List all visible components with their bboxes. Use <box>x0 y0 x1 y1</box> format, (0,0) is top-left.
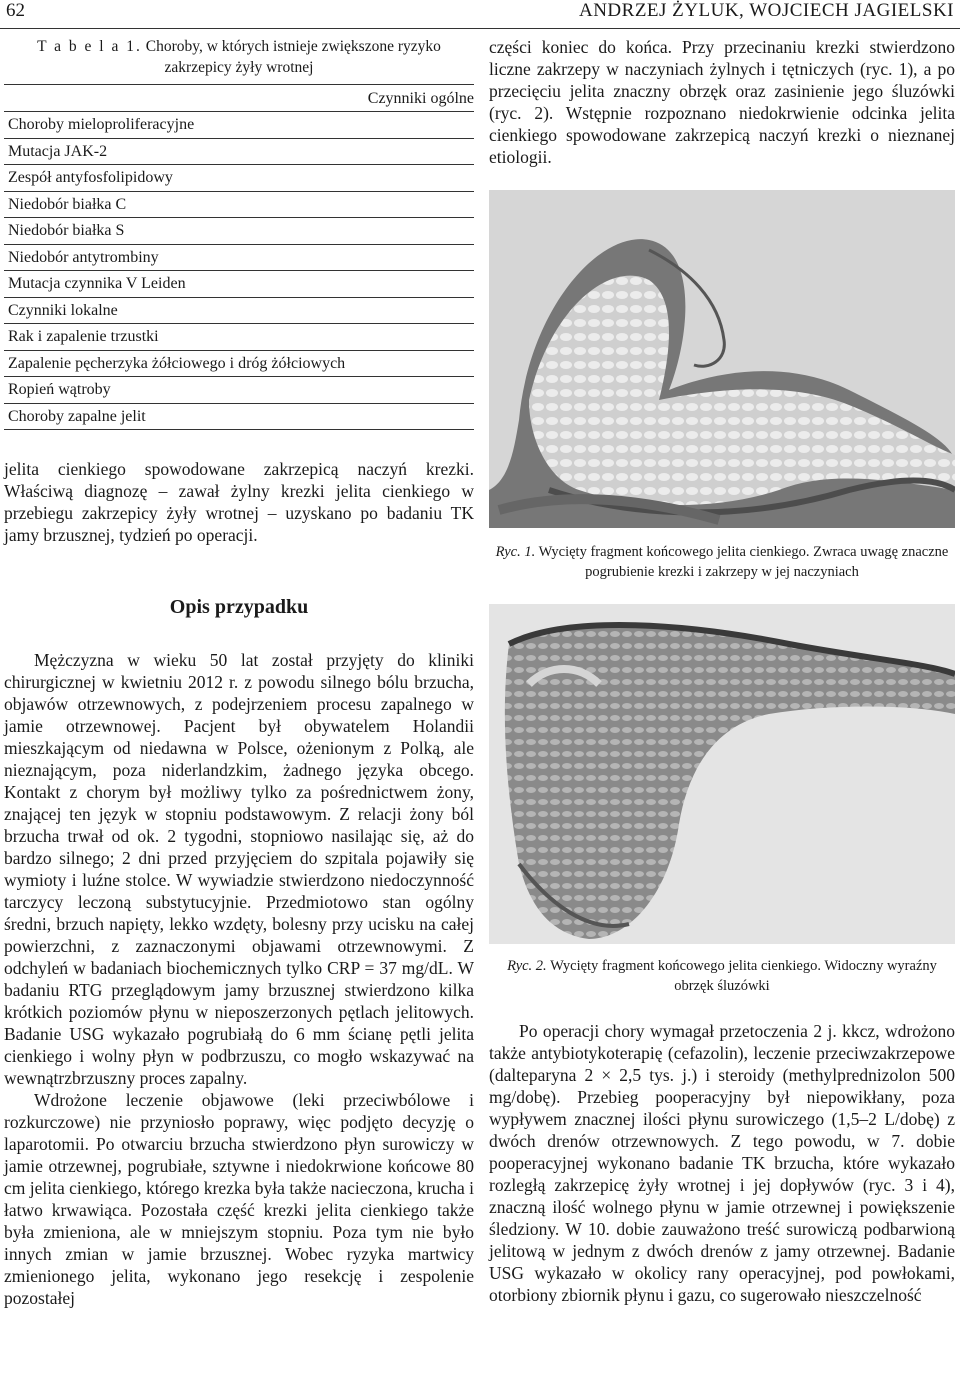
right-paragraph-top: części koniec do końca. Przy przecinaniu krezki stwierdzono liczne zakrzepy w naczyniach żylnych i tętniczych (ryc. 1), a po przecięciu jelita znaczny obrzęk oraz zasinienie jego śluzówki (ryc. 2). Wstępnie rozpoznano niedokrwienie odcinka jelita cienkiego spowodowane zakrzepicą naczyń krezki o nieznanej etiologii. <box>489 37 955 167</box>
table-row: Zapalenie pęcherzyka żółciowego i dróg żółciowych <box>4 351 474 378</box>
table-row: Niedobór antytrombiny <box>4 245 474 272</box>
page-number: 62 <box>6 0 25 21</box>
running-head: ANDRZEJ ŻYLUK, WOJCIECH JAGIELSKI <box>578 0 954 21</box>
figure-1-text: Wycięty fragment końcowego jelita cienkiego. Zwraca uwagę znaczne pogrubienie krezki i zakrzepy w jej naczyniach <box>538 544 949 580</box>
right-column <box>489 36 955 1306</box>
figure-2-photo <box>489 604 955 944</box>
right-paragraph-bottom: Po operacji chory wymagał przetoczenia 2 j. kkcz, wdrożono także antybiotykoterapię (cefazolin), leczenie przeciwzakrzepowe (dalteparyna 2 × 2,5 tys. j.) i steroidy (methylprednizolon 500 mg/dobę). Przebieg pooperacyjny był niepowikłany, poza wypływem znacznej ilości płynu surowiczego (1,5–2 L/dobę) z dwóch drenów otrzewnowych. Z tego powodu, w 7. dobie pooperacyjnej wykonano badanie TK brzucha, które wykazało rozległą zakrzepicę żyły wrotnej i jej dopływów (ryc. 3 i 4), znaczną ilość wolnego płynu w jamie otrzewnej i powiększenie śledziony. W 10. dobie zauważono treść surowiczą podbarwioną jelitową w jednym z dwóch drenów z jamy otrzewnej. Badanie USG wykazało w okolicy rany operacyjnej, pod powłokami, otorbiony zbiornik płynu i gazu, co sugerowało nieszczelność <box>489 1021 955 1305</box>
table-row: Ropień wątroby <box>4 377 474 404</box>
table-row: Mutacja czynnika V Leiden <box>4 271 474 298</box>
intestine-photo-2 <box>489 604 955 944</box>
case-paragraph-2: Wdrożone leczenie objawowe (leki przeciwbólowe i rozkurczowe) nie przyniosło poprawy, więc podjęto decyzję o laparotomii. Po otwarciu brzucha stwierdzono płyn surowiczy w jamie otrzewnej, pogrubiałe, sztywne i niedokrwione końcowe 80 cm jelita cienkiego, którego krezka była także nacieczona, krucha i łatwo krwawiąca. Pozostała część krezki jelita cienkiego także była zmieniona, ale w mniejszym stopniu. Poza tym nie było innych zmian w jamie brzusznej. Wobec ryzyka martwicy zmienionego jelita, wykonano jego resekcję i zespolenie pozostałej <box>4 1090 474 1308</box>
left-column <box>4 36 474 1309</box>
table-row: Niedobór białka S <box>4 218 474 245</box>
figure-1-caption <box>489 542 955 582</box>
table-row: Czynniki lokalne <box>4 298 474 325</box>
table-title-line2: zakrzepicy żyły wrotnej <box>164 59 314 76</box>
table-row: Rak i zapalenie trzustki <box>4 324 474 351</box>
case-paragraph-1: Mężczyzna w wieku 50 lat został przyjęty do kliniki chirurgicznej w kwietniu 2012 r. z powodu silnego bólu brzucha, objawów otrzewnowych, z podejrzeniem procesu zapalnego w jamie otrzewnowej. Pacjent był obywatelem Holandii mieszkającym od niedawna w Polsce, ożenionym z Polką, ale nieznającym, poza niderlandzkim, żadnego języka obcego. Kontakt z chorym był możliwy tylko za pośrednictwem żony, znającej ten język w stopniu podstawowym. Z relacji żony ból brzucha trwał od ok. 2 tygodni, stopniowo nasilając się, aż do bardzo silnego; 2 dni przed przyjęciem do szpitala pojawiły się wymioty i luźne stolce. W wywiadzie stwierdzono niedoczynność tarczycy leczoną substytucyjnie. Przedmiotowo stan ogólny średni, brzuch napięty, lekko wzdęty, bolesny przy ucisku na całej powierzchni, z zaznaczonymi objawami otrzewnowymi. Z odchyleń w badaniach biochemicznych tylko CRP = 37 mg/dL. W badaniu RTG przeglądowym jamy brzusznej stwierdzono kilka krótkich poziomów płynu w nieposzerzonych pętlach jelitowych. Badanie USG wykazało pogrubiałą do 6 mm ścianę pętli jelita cienkiego i wolny płyn w podbrzuszu, co mogło wskazywać na wewnątrzbrzuszny proces zapalny. <box>4 650 474 1088</box>
table-row: Choroby mieloproliferacyjne <box>4 112 474 139</box>
table-body <box>4 112 474 430</box>
table-row: Niedobór białka C <box>4 192 474 219</box>
page-header <box>0 0 960 29</box>
table-row: Mutacja JAK-2 <box>4 139 474 166</box>
table-row: Zespół antyfosfolipidowy <box>4 165 474 192</box>
table-title-line1: Choroby, w których istnieje zwiększone ryzyko <box>145 38 441 55</box>
figure-2-label: Ryc. 2. <box>507 958 547 974</box>
intestine-photo-1 <box>489 190 955 528</box>
table-caption <box>4 36 474 78</box>
figure-1-photo <box>489 190 955 528</box>
section-title: Opis przypadku <box>169 596 309 618</box>
intro-paragraph: jelita cienkiego spowodowane zakrzepicą naczyń krezki. Właściwą diagnozę – zawał żylny krezki jelita cienkiego w przebiegu zakrzepicy żyły wrotnej – uzyskano po badaniu TK jamy brzusznej, tydzień po operacji. <box>4 459 474 545</box>
table-1 <box>4 36 474 430</box>
table-column-header: Czynniki ogólne <box>367 90 474 107</box>
table-label: T a b e l a 1. <box>37 38 142 55</box>
figure-1-label: Ryc. 1. <box>495 544 536 560</box>
figure-2-caption <box>489 956 955 996</box>
figure-2-text: Wycięty fragment końcowego jelita cienkiego. Widoczny wyraźny obrzęk śluzówki <box>550 958 937 994</box>
table-row: Choroby zapalne jelit <box>4 404 474 431</box>
